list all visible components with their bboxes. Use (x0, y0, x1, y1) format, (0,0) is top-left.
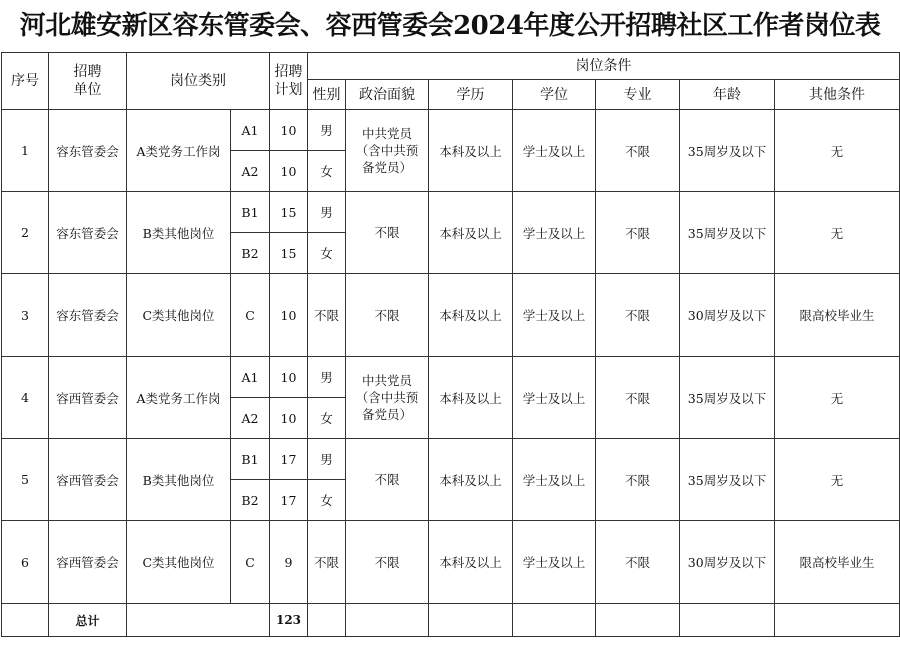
cell-code: C (231, 274, 270, 357)
cell-other: 限高校毕业生 (775, 521, 900, 604)
table-row (2, 192, 900, 233)
header-degree: 学位 (513, 80, 596, 110)
cell-other: 无 (775, 439, 900, 521)
cell-index: 2 (2, 192, 49, 274)
politics-line: 不限 (374, 307, 400, 323)
header-plan (270, 53, 308, 110)
politics-line: 不限 (374, 472, 400, 487)
cell-code: C (231, 521, 270, 604)
cell-plan: 17 (270, 439, 308, 480)
politics-line: 中共党员 (361, 373, 412, 388)
cell-politics (346, 110, 429, 192)
total-empty-cell (775, 604, 900, 637)
cell-code: B2 (231, 480, 270, 521)
table-row (2, 521, 900, 604)
cell-gender: 男 (308, 110, 346, 151)
cell-age: 35周岁及以下 (680, 192, 775, 274)
cell-education: 本科及以上 (429, 357, 513, 439)
cell-code: B1 (231, 439, 270, 480)
cell-gender: 男 (308, 357, 346, 398)
cell-major: 不限 (596, 439, 680, 521)
header-row-1 (2, 53, 900, 80)
cell-index: 3 (2, 274, 49, 357)
cell-major: 不限 (596, 521, 680, 604)
cell-degree: 学士及以上 (513, 521, 596, 604)
total-empty-cell (429, 604, 513, 637)
total-label: 总计 (49, 604, 127, 637)
cell-unit: 容东管委会 (49, 110, 127, 192)
cell-degree: 学士及以上 (513, 110, 596, 192)
cell-category: C类其他岗位 (127, 274, 231, 357)
header-unit-line: 单位 (73, 82, 102, 98)
total-value: 123 (270, 604, 308, 637)
cell-plan: 10 (270, 398, 308, 439)
total-empty-cell (346, 604, 429, 637)
cell-education: 本科及以上 (429, 274, 513, 357)
cell-code: B1 (231, 192, 270, 233)
cell-gender: 不限 (308, 521, 346, 604)
header-other: 其他条件 (775, 80, 900, 110)
cell-plan: 9 (270, 521, 308, 604)
table-row (2, 357, 900, 398)
cell-other: 限高校毕业生 (775, 274, 900, 357)
cell-unit: 容西管委会 (49, 357, 127, 439)
table-row (2, 110, 900, 151)
cell-category: B类其他岗位 (127, 439, 231, 521)
cell-plan: 10 (270, 110, 308, 151)
politics-line: （含中共预 (355, 143, 419, 158)
cell-gender: 不限 (308, 274, 346, 357)
header-category: 岗位类别 (127, 53, 270, 110)
header-unit (49, 53, 127, 110)
cell-education: 本科及以上 (429, 439, 513, 521)
header-education: 学历 (429, 80, 513, 110)
cell-politics (346, 439, 429, 521)
cell-other: 无 (775, 357, 900, 439)
header-conditions: 岗位条件 (308, 53, 900, 80)
header-politics: 政治面貌 (346, 80, 429, 110)
header-major: 专业 (596, 80, 680, 110)
cell-plan: 10 (270, 151, 308, 192)
cell-category: A类党务工作岗 (127, 110, 231, 192)
cell-politics (346, 192, 429, 274)
header-index: 序号 (2, 53, 49, 110)
cell-gender: 女 (308, 398, 346, 439)
total-empty-cell (596, 604, 680, 637)
cell-code: A2 (231, 398, 270, 439)
cell-age: 35周岁及以下 (680, 439, 775, 521)
cell-index: 1 (2, 110, 49, 192)
politics-line: 不限 (374, 554, 400, 570)
header-unit-line: 招聘 (73, 64, 102, 80)
header-plan-line: 计划 (274, 82, 303, 98)
table-row (2, 439, 900, 480)
page-title: 河北雄安新区容东管委会、容西管委会2024年度公开招聘社区工作者岗位表 (19, 11, 881, 41)
cell-degree: 学士及以上 (513, 357, 596, 439)
politics-line: 不限 (374, 225, 400, 240)
cell-degree: 学士及以上 (513, 274, 596, 357)
cell-other: 无 (775, 192, 900, 274)
table-row (2, 274, 900, 357)
cell-code: A2 (231, 151, 270, 192)
cell-plan: 10 (270, 357, 308, 398)
cell-education: 本科及以上 (429, 110, 513, 192)
total-empty-cell (680, 604, 775, 637)
politics-line: 中共党员 (361, 126, 412, 141)
cell-category: C类其他岗位 (127, 521, 231, 604)
politics-line: （含中共预 (355, 390, 419, 405)
total-empty-cell (127, 604, 270, 637)
cell-politics (346, 521, 429, 604)
cell-gender: 女 (308, 480, 346, 521)
cell-plan: 17 (270, 480, 308, 521)
cell-plan: 10 (270, 274, 308, 357)
header-plan-line: 招聘 (274, 64, 303, 80)
cell-major: 不限 (596, 357, 680, 439)
politics-line: 备党员） (361, 407, 412, 422)
cell-gender: 女 (308, 233, 346, 274)
cell-unit: 容东管委会 (49, 274, 127, 357)
cell-index: 4 (2, 357, 49, 439)
cell-category: B类其他岗位 (127, 192, 231, 274)
cell-code: B2 (231, 233, 270, 274)
cell-age: 35周岁及以下 (680, 110, 775, 192)
cell-gender: 男 (308, 439, 346, 480)
cell-major: 不限 (596, 110, 680, 192)
total-index-cell (2, 604, 49, 637)
cell-other: 无 (775, 110, 900, 192)
total-empty-cell (513, 604, 596, 637)
cell-education: 本科及以上 (429, 521, 513, 604)
header-age: 年龄 (680, 80, 775, 110)
cell-politics (346, 357, 429, 439)
positions-table (1, 52, 900, 637)
cell-code: A1 (231, 357, 270, 398)
cell-degree: 学士及以上 (513, 192, 596, 274)
cell-unit: 容西管委会 (49, 439, 127, 521)
total-row (2, 604, 900, 637)
cell-gender: 男 (308, 192, 346, 233)
cell-index: 5 (2, 439, 49, 521)
cell-index: 6 (2, 521, 49, 604)
politics-line: 备党员） (361, 160, 412, 175)
cell-code: A1 (231, 110, 270, 151)
total-empty-cell (308, 604, 346, 637)
cell-category: A类党务工作岗 (127, 357, 231, 439)
cell-age: 30周岁及以下 (680, 274, 775, 357)
cell-politics (346, 274, 429, 357)
cell-degree: 学士及以上 (513, 439, 596, 521)
header-gender: 性别 (308, 80, 346, 110)
cell-major: 不限 (596, 274, 680, 357)
cell-plan: 15 (270, 192, 308, 233)
cell-age: 35周岁及以下 (680, 357, 775, 439)
cell-unit: 容西管委会 (49, 521, 127, 604)
cell-gender: 女 (308, 151, 346, 192)
cell-age: 30周岁及以下 (680, 521, 775, 604)
cell-plan: 15 (270, 233, 308, 274)
cell-major: 不限 (596, 192, 680, 274)
cell-unit: 容东管委会 (49, 192, 127, 274)
cell-education: 本科及以上 (429, 192, 513, 274)
